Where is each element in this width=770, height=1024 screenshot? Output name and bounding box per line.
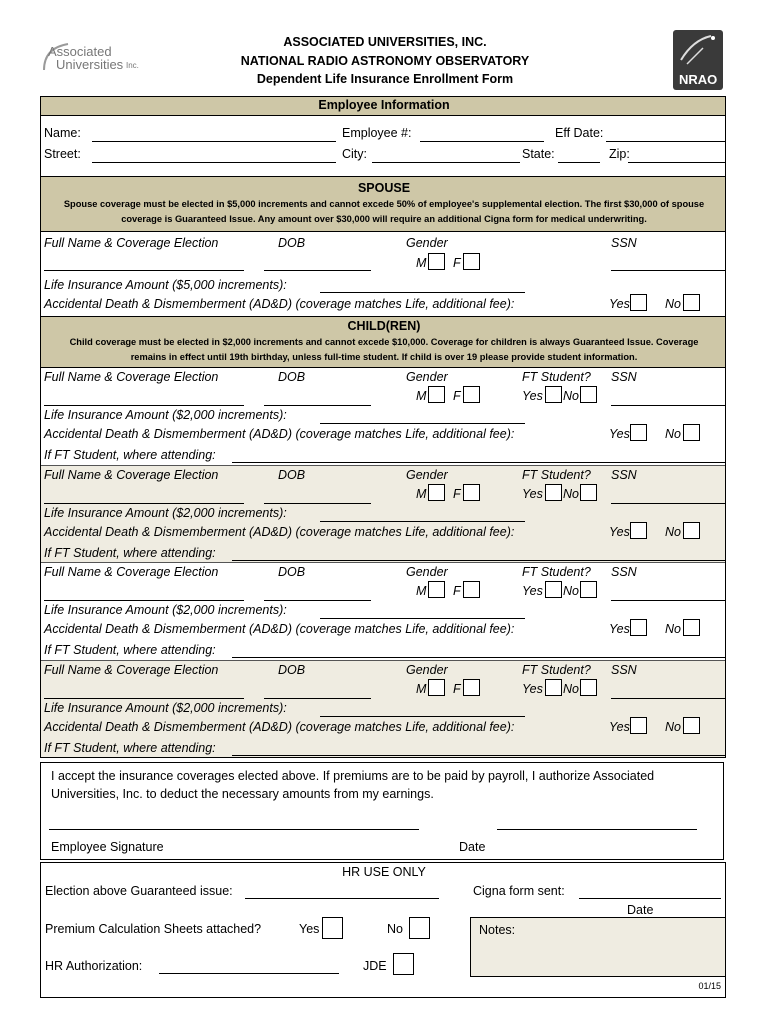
child-attending-field[interactable] bbox=[232, 462, 726, 463]
signature-date-label: Date bbox=[459, 840, 486, 854]
child-ft-yes-label: Yes bbox=[522, 682, 543, 696]
child-ft-student-label: FT Student? bbox=[522, 663, 591, 677]
zip-field[interactable] bbox=[628, 162, 725, 163]
child-ft-no-label: No bbox=[563, 389, 579, 403]
spouse-f-label: F bbox=[453, 256, 461, 270]
name-label: Name: bbox=[44, 126, 81, 140]
eff-date-label: Eff Date: bbox=[555, 126, 604, 140]
spouse-add-no-checkbox[interactable] bbox=[683, 294, 700, 311]
child-male-checkbox[interactable] bbox=[428, 484, 445, 501]
child-ft-no-label: No bbox=[563, 584, 579, 598]
child-life-amount-label: Life Insurance Amount ($2,000 increments): bbox=[44, 408, 287, 422]
child-life-amount-field[interactable] bbox=[320, 618, 525, 619]
child-gender-label: Gender bbox=[406, 663, 448, 677]
child-fullname-label: Full Name & Coverage Election bbox=[44, 565, 219, 579]
spouse-note-1: Spouse coverage must be elected in $5,000 increments and cannot excede 50% of employee's supplemental election. The first $30,000 of spouse bbox=[63, 199, 705, 209]
child-add-no-label: No bbox=[665, 427, 681, 441]
hr-notes-label: Notes: bbox=[479, 923, 516, 937]
child-m-label: M bbox=[416, 584, 427, 598]
spouse-fullname-label: Full Name & Coverage Election bbox=[44, 236, 219, 250]
nrao-logo bbox=[673, 30, 723, 90]
employee-info-box bbox=[40, 116, 726, 176]
child-ssn-field[interactable] bbox=[611, 698, 725, 699]
child-block-1 bbox=[40, 368, 726, 465]
revision-code: 01/15 bbox=[698, 981, 721, 991]
child-male-checkbox[interactable] bbox=[428, 679, 445, 696]
logo-text-2: Universities bbox=[56, 57, 124, 72]
child-attending-label: If FT Student, where attending: bbox=[44, 643, 216, 657]
child-add-yes-checkbox[interactable] bbox=[630, 717, 647, 734]
child-fullname-field[interactable] bbox=[44, 405, 244, 406]
premium-yes-checkbox[interactable] bbox=[322, 917, 343, 939]
premium-no-checkbox[interactable] bbox=[409, 917, 430, 939]
child-gender-label: Gender bbox=[406, 565, 448, 579]
child-ft-yes-label: Yes bbox=[522, 487, 543, 501]
name-field[interactable] bbox=[92, 141, 336, 142]
child-ft-student-label: FT Student? bbox=[522, 565, 591, 579]
child-attending-field[interactable] bbox=[232, 560, 726, 561]
child-block-4 bbox=[40, 660, 726, 758]
child-fullname-label: Full Name & Coverage Election bbox=[44, 370, 219, 384]
jde-checkbox[interactable] bbox=[393, 953, 414, 975]
spouse-fullname-field[interactable] bbox=[44, 270, 244, 271]
spouse-dob-label: DOB bbox=[278, 236, 306, 250]
employee-signature-label: Employee Signature bbox=[51, 840, 164, 854]
child-add-label: Accidental Death & Dismemberment (AD&D) (coverage matches Life, additional fee): bbox=[44, 622, 515, 636]
child-ft-yes-checkbox[interactable] bbox=[545, 581, 562, 598]
child-block-3 bbox=[40, 562, 726, 660]
hr-notes-box[interactable] bbox=[470, 917, 726, 977]
child-m-label: M bbox=[416, 682, 427, 696]
child-dob-field[interactable] bbox=[264, 698, 371, 699]
zip-label: Zip: bbox=[609, 147, 630, 161]
child-ft-yes-label: Yes bbox=[522, 584, 543, 598]
cigna-form-field[interactable] bbox=[579, 898, 721, 899]
child-ssn-label: SSN bbox=[611, 370, 637, 384]
child-ft-student-label: FT Student? bbox=[522, 468, 591, 482]
nrao-text: NRAO bbox=[679, 72, 718, 87]
child-dob-label: DOB bbox=[278, 663, 306, 677]
child-f-label: F bbox=[453, 682, 461, 696]
street-label: Street: bbox=[44, 147, 81, 161]
child-life-amount-label: Life Insurance Amount ($2,000 increments): bbox=[44, 603, 287, 617]
child-add-no-label: No bbox=[665, 622, 681, 636]
child-life-amount-field[interactable] bbox=[320, 423, 525, 424]
child-fullname-label: Full Name & Coverage Election bbox=[44, 468, 219, 482]
child-f-label: F bbox=[453, 389, 461, 403]
child-add-no-label: No bbox=[665, 525, 681, 539]
child-dob-label: DOB bbox=[278, 370, 306, 384]
child-life-amount-field[interactable] bbox=[320, 521, 525, 522]
street-field[interactable] bbox=[92, 162, 336, 163]
child-m-label: M bbox=[416, 487, 427, 501]
employee-number-label: Employee #: bbox=[342, 126, 412, 140]
acceptance-text-2: Universities, Inc. to deduct the necessary amounts from my earnings. bbox=[51, 787, 434, 801]
spouse-m-label: M bbox=[416, 256, 427, 270]
child-attending-field[interactable] bbox=[232, 755, 726, 756]
cigna-form-label: Cigna form sent: bbox=[473, 884, 565, 898]
hr-authorization-label: HR Authorization: bbox=[45, 959, 143, 973]
spouse-male-checkbox[interactable] bbox=[428, 253, 445, 270]
children-band bbox=[40, 316, 726, 368]
premium-no-label: No bbox=[387, 922, 403, 936]
hr-authorization-field[interactable] bbox=[159, 973, 339, 974]
child-ssn-field[interactable] bbox=[611, 600, 725, 601]
child-ft-no-checkbox[interactable] bbox=[580, 484, 597, 501]
cigna-date-label: Date bbox=[627, 903, 654, 917]
child-dob-label: DOB bbox=[278, 565, 306, 579]
child-female-checkbox[interactable] bbox=[463, 484, 480, 501]
child-add-yes-checkbox[interactable] bbox=[630, 424, 647, 441]
child-life-amount-label: Life Insurance Amount ($2,000 increments): bbox=[44, 701, 287, 715]
child-ft-yes-checkbox[interactable] bbox=[545, 386, 562, 403]
children-heading: CHILD(REN) bbox=[347, 319, 421, 333]
child-female-checkbox[interactable] bbox=[463, 679, 480, 696]
child-dob-label: DOB bbox=[278, 468, 306, 482]
child-ssn-field[interactable] bbox=[611, 405, 725, 406]
guaranteed-issue-field[interactable] bbox=[245, 898, 439, 899]
child-f-label: F bbox=[453, 584, 461, 598]
spouse-ssn-field[interactable] bbox=[611, 270, 725, 271]
child-add-yes-checkbox[interactable] bbox=[630, 619, 647, 636]
premium-sheets-label: Premium Calculation Sheets attached? bbox=[45, 922, 262, 936]
spouse-life-amount-label: Life Insurance Amount ($5,000 increments): bbox=[44, 278, 287, 292]
child-fullname-field[interactable] bbox=[44, 698, 244, 699]
spouse-note-2: coverage is Guaranteed Issue. Any amount over $30,000 will require an additional Cigna form for medical underwriting. bbox=[121, 214, 647, 224]
child-life-amount-label: Life Insurance Amount ($2,000 increments): bbox=[44, 506, 287, 520]
child-fullname-field[interactable] bbox=[44, 503, 244, 504]
child-add-no-label: No bbox=[665, 720, 681, 734]
child-ft-no-checkbox[interactable] bbox=[580, 679, 597, 696]
children-note-1: Child coverage must be elected in $2,000 increments and cannot excede $10,000. Coverage for children is always Guaranteed Issue. Coverage bbox=[69, 337, 699, 347]
child-female-checkbox[interactable] bbox=[463, 581, 480, 598]
child-attending-label: If FT Student, where attending: bbox=[44, 741, 216, 755]
child-male-checkbox[interactable] bbox=[428, 386, 445, 403]
child-ft-student-label: FT Student? bbox=[522, 370, 591, 384]
spouse-ssn-label: SSN bbox=[611, 236, 637, 250]
acceptance-text-1: I accept the insurance coverages elected above. If premiums are to be paid by payroll, I authorize Associated bbox=[51, 769, 655, 783]
spouse-dob-field[interactable] bbox=[264, 270, 371, 271]
child-add-label: Accidental Death & Dismemberment (AD&D) (coverage matches Life, additional fee): bbox=[44, 427, 515, 441]
state-label: State: bbox=[522, 147, 555, 161]
signature-date-field[interactable] bbox=[497, 829, 697, 830]
city-field[interactable] bbox=[372, 162, 520, 163]
child-dob-field[interactable] bbox=[264, 600, 371, 601]
logo-text-1: Associated bbox=[48, 44, 112, 59]
child-block-2 bbox=[40, 465, 726, 562]
child-ssn-field[interactable] bbox=[611, 503, 725, 504]
child-ft-no-checkbox[interactable] bbox=[580, 386, 597, 403]
child-fullname-label: Full Name & Coverage Election bbox=[44, 663, 219, 677]
child-life-amount-field[interactable] bbox=[320, 716, 525, 717]
hr-title: HR USE ONLY bbox=[342, 865, 426, 879]
child-add-yes-label: Yes bbox=[609, 622, 630, 636]
state-field[interactable] bbox=[558, 162, 600, 163]
employee-info-band bbox=[40, 96, 726, 116]
child-add-no-checkbox[interactable] bbox=[683, 619, 700, 636]
children-note-2: remains in effect until 19th birthday, unless full-time student. If child is over 19 please provide student information. bbox=[130, 352, 638, 362]
child-add-yes-label: Yes bbox=[609, 720, 630, 734]
employee-number-field[interactable] bbox=[420, 141, 544, 142]
child-ssn-label: SSN bbox=[611, 565, 637, 579]
jde-label: JDE bbox=[363, 959, 387, 973]
spouse-add-yes-label: Yes bbox=[609, 297, 630, 311]
spouse-add-label: Accidental Death & Dismemberment (AD&D) (coverage matches Life, additional fee): bbox=[44, 297, 515, 311]
child-attending-label: If FT Student, where attending: bbox=[44, 448, 216, 462]
premium-yes-label: Yes bbox=[299, 922, 320, 936]
child-m-label: M bbox=[416, 389, 427, 403]
child-attending-label: If FT Student, where attending: bbox=[44, 546, 216, 560]
child-ssn-label: SSN bbox=[611, 663, 637, 677]
child-add-yes-checkbox[interactable] bbox=[630, 522, 647, 539]
child-add-label: Accidental Death & Dismemberment (AD&D) (coverage matches Life, additional fee): bbox=[44, 525, 515, 539]
child-add-label: Accidental Death & Dismemberment (AD&D) (coverage matches Life, additional fee): bbox=[44, 720, 515, 734]
spouse-life-amount-field[interactable] bbox=[320, 292, 525, 293]
child-add-no-checkbox[interactable] bbox=[683, 424, 700, 441]
child-add-yes-label: Yes bbox=[609, 525, 630, 539]
child-gender-label: Gender bbox=[406, 370, 448, 384]
guaranteed-issue-label: Election above Guaranteed issue: bbox=[45, 884, 233, 898]
child-dob-field[interactable] bbox=[264, 503, 371, 504]
child-ft-no-label: No bbox=[563, 682, 579, 696]
eff-date-field[interactable] bbox=[606, 141, 725, 142]
child-f-label: F bbox=[453, 487, 461, 501]
child-attending-field[interactable] bbox=[232, 657, 726, 658]
child-ft-yes-label: Yes bbox=[522, 389, 543, 403]
spouse-band bbox=[40, 176, 726, 232]
hr-section bbox=[40, 862, 726, 998]
child-add-no-checkbox[interactable] bbox=[683, 717, 700, 734]
child-gender-label: Gender bbox=[406, 468, 448, 482]
child-add-no-checkbox[interactable] bbox=[683, 522, 700, 539]
child-ft-yes-checkbox[interactable] bbox=[545, 679, 562, 696]
org-title: ASSOCIATED UNIVERSITIES, INC. bbox=[283, 35, 487, 49]
child-fullname-field[interactable] bbox=[44, 600, 244, 601]
spouse-heading: SPOUSE bbox=[357, 181, 411, 195]
child-dob-field[interactable] bbox=[264, 405, 371, 406]
spouse-gender-label: Gender bbox=[406, 236, 448, 250]
child-ft-no-label: No bbox=[563, 487, 579, 501]
form-title: Dependent Life Insurance Enrollment Form bbox=[256, 72, 514, 86]
child-ssn-label: SSN bbox=[611, 468, 637, 482]
logo-text-3: Inc. bbox=[126, 61, 139, 70]
spouse-add-no-label: No bbox=[665, 297, 681, 311]
spouse-add-yes-checkbox[interactable] bbox=[630, 294, 647, 311]
city-label: City: bbox=[342, 147, 367, 161]
employee-info-heading: Employee Information bbox=[318, 98, 450, 112]
employee-signature-field[interactable] bbox=[49, 829, 419, 830]
acceptance-box bbox=[40, 762, 724, 860]
observatory-title: NATIONAL RADIO ASTRONOMY OBSERVATORY bbox=[240, 54, 530, 68]
child-ft-no-checkbox[interactable] bbox=[580, 581, 597, 598]
child-add-yes-label: Yes bbox=[609, 427, 630, 441]
child-female-checkbox[interactable] bbox=[463, 386, 480, 403]
spouse-female-checkbox[interactable] bbox=[463, 253, 480, 270]
child-male-checkbox[interactable] bbox=[428, 581, 445, 598]
child-ft-yes-checkbox[interactable] bbox=[545, 484, 562, 501]
